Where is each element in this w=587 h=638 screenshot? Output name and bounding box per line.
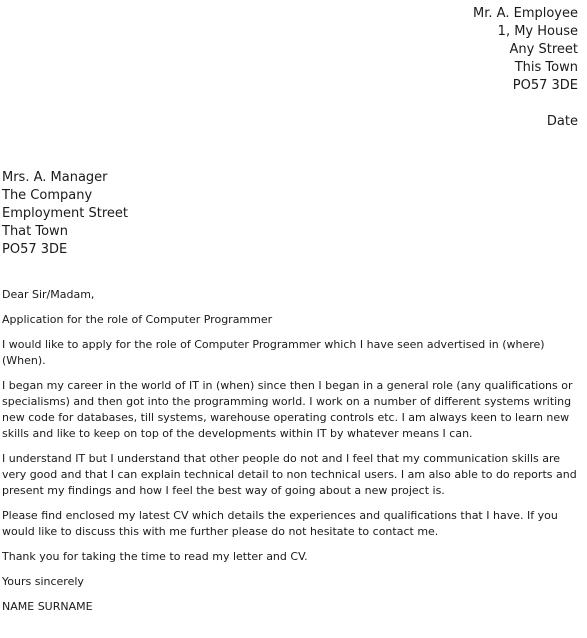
salutation: Dear Sir/Madam, — [2, 288, 95, 301]
signature-name: NAME SURNAME — [2, 600, 93, 613]
sender-town: This Town — [514, 60, 578, 75]
recipient-name: Mrs. A. Manager — [2, 170, 108, 185]
closing: Yours sincerely — [2, 575, 84, 588]
recipient-town: That Town — [2, 224, 68, 239]
sender-address-line-2: Any Street — [509, 42, 578, 57]
recipient-postcode: PO57 3DE — [2, 242, 68, 257]
paragraph-thanks: Thank you for taking the time to read my letter and CV. — [2, 550, 308, 563]
recipient-company: The Company — [2, 188, 93, 203]
sender-address-line-1: 1, My House — [497, 24, 578, 39]
sender-name: Mr. A. Employee — [473, 6, 578, 21]
recipient-street: Employment Street — [2, 206, 129, 221]
paragraph-career: I began my career in the world of IT in (when) since then I began in a general role (any qualifications or specialisms) and then got into the programming world. I work on a number of different systems writing new code for databases, till systems, warehouse operating controls etc. I am always keen to learn new skills and like to keep on top of the developments within IT by whatever means I can. — [2, 379, 573, 440]
subject-line: Application for the role of Computer Programmer — [2, 313, 273, 326]
paragraph-enclosure: Please find enclosed my latest CV which details the experiences and qualifications that I have. If you would like to discuss this with me further please do not hesitate to contact me. — [2, 509, 558, 538]
paragraph-skills: I understand IT but I understand that other people do not and I feel that my communication skills are very good and that I can explain technical detail to non technical users. I am also able to do reports and present my findings and how I feel the best way of going about a new project is. — [2, 452, 577, 497]
recipient-address — [2, 169, 128, 259]
sender-address — [473, 5, 578, 95]
paragraph-intro: I would like to apply for the role of Computer Programmer which I have seen advertised in (where) (When). — [2, 338, 545, 367]
letter-body — [2, 287, 582, 624]
letter-date: Date — [546, 114, 578, 129]
sender-postcode: PO57 3DE — [512, 78, 578, 93]
